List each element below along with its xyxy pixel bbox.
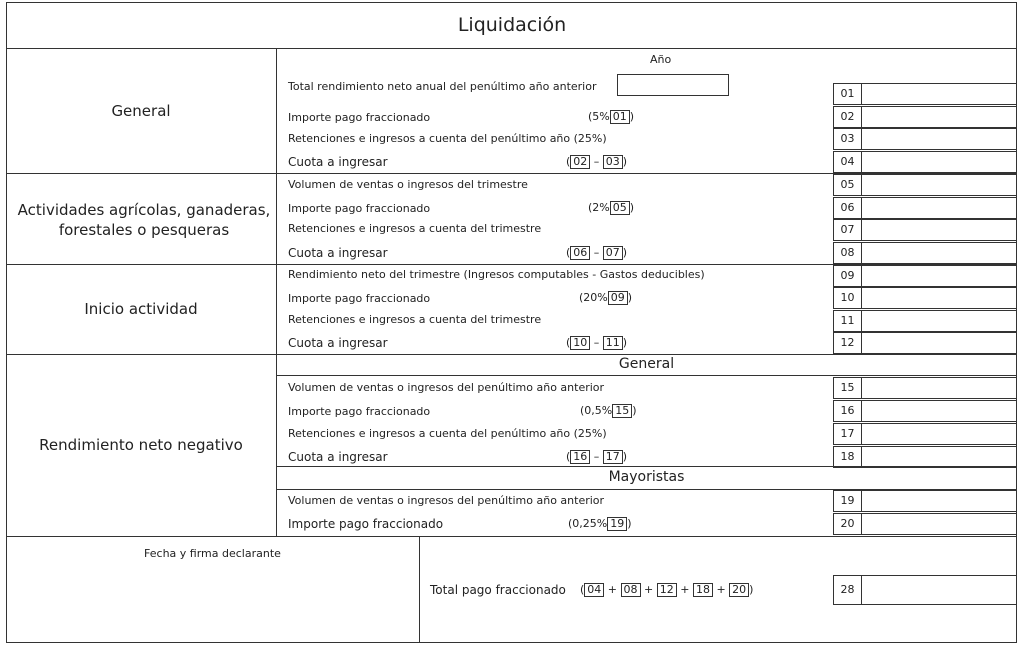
value-15[interactable] [861, 377, 1017, 399]
value-10[interactable] [861, 287, 1017, 309]
plus: + [644, 583, 654, 596]
value-03[interactable] [861, 128, 1017, 150]
formula-pct: (0,25% [568, 517, 608, 530]
section-divider [6, 536, 1017, 537]
row-label-02: Importe pago fraccionado [288, 111, 431, 124]
value-08[interactable] [861, 242, 1017, 264]
minus: – [593, 155, 600, 168]
section-inicio: Inicio actividad [84, 300, 198, 318]
section-agricola-line1: Actividades agrícolas, ganaderas, [17, 201, 271, 219]
value-20[interactable] [861, 513, 1017, 535]
ref-box: 01 [610, 110, 630, 124]
value-28[interactable] [861, 575, 1017, 605]
section-negativo: Rendimiento neto negativo [39, 436, 243, 454]
code-06: 06 [833, 197, 861, 219]
paren: ) [622, 450, 628, 463]
value-01[interactable] [861, 83, 1017, 105]
ref-box: 16 [570, 450, 590, 464]
value-07[interactable] [861, 219, 1017, 241]
paren: ) [622, 246, 628, 259]
value-09[interactable] [861, 265, 1017, 287]
row-label-17: Retenciones e ingresos a cuenta del penúltimo año (25%) [288, 427, 607, 440]
total-label: Total pago fraccionado [430, 583, 566, 597]
section-general: General [111, 102, 171, 120]
code-07: 07 [833, 219, 861, 241]
code-01: 01 [833, 83, 861, 105]
formula-close: ) [629, 110, 635, 123]
ref-box: 04 [584, 583, 604, 597]
code-18: 18 [833, 446, 861, 468]
formula-close: ) [627, 517, 632, 530]
row-label-08: Cuota a ingresar [288, 246, 388, 260]
section-agricola [6, 200, 282, 240]
formula-pct: (5% [588, 110, 610, 123]
code-17: 17 [833, 423, 861, 445]
code-19: 19 [833, 490, 861, 512]
formula-pct: (0,5% [580, 404, 613, 417]
paren: ( [566, 155, 571, 168]
value-19[interactable] [861, 490, 1017, 512]
row-label-04: Cuota a ingresar [288, 155, 388, 169]
minus: – [593, 450, 600, 463]
ref-box: 15 [612, 404, 632, 418]
ref-box: 07 [603, 246, 623, 260]
row-label-15: Volumen de ventas o ingresos del penúltimo año anterior [288, 381, 605, 394]
formula-16 [580, 404, 637, 418]
section-divider [6, 354, 1017, 355]
row-label-16: Importe pago fraccionado [288, 405, 431, 418]
row-label-20: Importe pago fraccionado [288, 517, 444, 531]
row-label-01: Total rendimiento neto anual del penúltimo año anterior [288, 80, 597, 93]
signature-area[interactable] [30, 566, 400, 636]
formula-close: ) [627, 291, 633, 304]
footer-divider [419, 536, 420, 643]
formula-04 [566, 155, 627, 169]
section-agricola-line2: forestales o pesqueras [58, 221, 230, 239]
formula-02 [588, 110, 634, 124]
formula-20 [568, 517, 632, 531]
title-divider [6, 48, 1017, 49]
value-06[interactable] [861, 197, 1017, 219]
left-column-divider [276, 48, 277, 536]
value-16[interactable] [861, 400, 1017, 422]
paren: ( [580, 583, 585, 596]
ref-box: 06 [570, 246, 590, 260]
formula-12 [566, 336, 627, 350]
row-label-09: Rendimiento neto del trimestre (Ingresos computables - Gastos deducibles) [288, 268, 705, 281]
value-11[interactable] [861, 310, 1017, 332]
ref-box: 11 [603, 336, 623, 350]
formula-close: ) [632, 404, 637, 417]
ref-box: 02 [570, 155, 590, 169]
ref-box: 17 [603, 450, 623, 464]
ref-box: 08 [621, 583, 641, 597]
row-label-05: Volumen de ventas o ingresos del trimestre [288, 178, 528, 191]
paren: ) [749, 583, 754, 596]
row-label-11: Retenciones e ingresos a cuenta del trimestre [288, 313, 542, 326]
code-08: 08 [833, 242, 861, 264]
row-label-18: Cuota a ingresar [288, 450, 388, 464]
ref-box: 19 [607, 517, 627, 531]
plus: + [680, 583, 690, 596]
signature-label: Fecha y firma declarante [144, 547, 281, 560]
year-input[interactable] [617, 74, 729, 96]
year-label: Año [650, 53, 672, 66]
ref-box: 03 [603, 155, 623, 169]
code-15: 15 [833, 377, 861, 399]
code-20: 20 [833, 513, 861, 535]
plus: + [607, 583, 618, 596]
formula-10 [579, 291, 632, 305]
row-label-12: Cuota a ingresar [288, 336, 388, 350]
form-title: Liquidación [457, 14, 567, 36]
formula-08 [566, 246, 627, 260]
row-label-07: Retenciones e ingresos a cuenta del trimestre [288, 222, 542, 235]
ref-box: 12 [657, 583, 677, 597]
code-12: 12 [833, 332, 861, 354]
plus: + [716, 583, 726, 596]
formula-06 [588, 201, 634, 215]
formula-18 [566, 450, 627, 464]
paren: ) [622, 336, 628, 349]
paren: ( [566, 450, 571, 463]
row-label-06: Importe pago fraccionado [288, 202, 431, 215]
row-label-10: Importe pago fraccionado [288, 292, 431, 305]
paren: ( [566, 336, 571, 349]
ref-box: 09 [608, 291, 628, 305]
value-04[interactable] [861, 151, 1017, 173]
ref-box: 10 [570, 336, 590, 350]
code-28: 28 [833, 575, 861, 605]
formula-close: ) [629, 201, 635, 214]
subheader-general: General [618, 356, 675, 372]
code-03: 03 [833, 128, 861, 150]
code-04: 04 [833, 151, 861, 173]
code-05: 05 [833, 174, 861, 196]
paren: ( [566, 246, 571, 259]
value-12[interactable] [861, 332, 1017, 354]
minus: – [593, 336, 600, 349]
code-10: 10 [833, 287, 861, 309]
code-02: 02 [833, 106, 861, 128]
row-label-03: Retenciones e ingresos a cuenta del penúltimo año (25%) [288, 132, 607, 145]
ref-box: 05 [610, 201, 630, 215]
code-11: 11 [833, 310, 861, 332]
row-label-19: Volumen de ventas o ingresos del penúltimo año anterior [288, 494, 605, 507]
formula-pct: (2% [588, 201, 610, 214]
minus: – [593, 246, 600, 259]
value-02[interactable] [861, 106, 1017, 128]
value-18[interactable] [861, 446, 1017, 468]
value-05[interactable] [861, 174, 1017, 196]
value-17[interactable] [861, 423, 1017, 445]
ref-box: 20 [729, 583, 749, 597]
code-09: 09 [833, 265, 861, 287]
subheader-mayoristas: Mayoristas [608, 469, 685, 485]
subheader-divider [276, 375, 1017, 376]
total-formula [580, 583, 753, 597]
formula-pct: (20% [579, 291, 608, 304]
paren: ) [622, 155, 628, 168]
code-16: 16 [833, 400, 861, 422]
ref-box: 18 [693, 583, 713, 597]
